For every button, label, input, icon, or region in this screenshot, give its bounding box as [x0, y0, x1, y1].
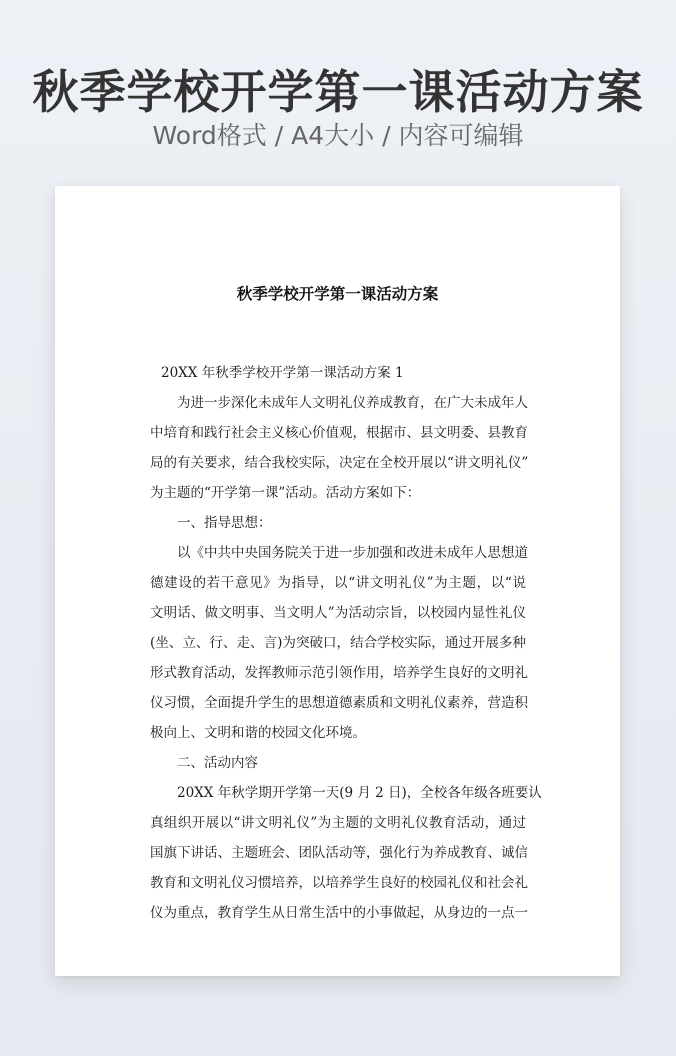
- document-page: [55, 186, 620, 976]
- document-body: [150, 358, 542, 928]
- paragraph-line: 20XX 年秋季学校开学第一课活动方案 1: [161, 365, 404, 381]
- paragraph-line: 中培育和践行社会主义核心价值观，根据市、县文明委、县教育: [150, 425, 528, 441]
- paragraph-line: 教育和文明礼仪习惯培养，以培养学生良好的校园礼仪和社会礼: [150, 875, 528, 891]
- banner-subtitle: Word格式 / A4大小 / 内容可编辑: [152, 121, 524, 150]
- section-heading: 一、指导思想：: [177, 515, 272, 531]
- document-title: 秋季学校开学第一课活动方案: [236, 285, 439, 303]
- banner-title: 秋季学校开学第一课活动方案: [32, 65, 644, 119]
- paragraph-line: 国旗下讲话、主题班会、团队活动等，强化行为养成教育、诚信: [150, 845, 528, 861]
- section-heading: 二、活动内容: [177, 755, 258, 771]
- paragraph-line: 形式教育活动，发挥教师示范引领作用，培养学生良好的文明礼: [150, 665, 528, 681]
- paragraph-line: 以《中共中央国务院关于进一步加强和改进未成年人思想道: [177, 545, 528, 561]
- paragraph-line: 真组织开展以“讲文明礼仪”为主题的文明礼仪教育活动，通过: [150, 815, 526, 831]
- paragraph-line: 文明话、做文明事、当文明人”为活动宗旨，以校园内显性礼仪: [150, 605, 526, 621]
- paragraph-line: (坐、立、行、走、言)为突破口，结合学校实际，通过开展多种: [150, 635, 526, 651]
- paragraph-line: 局的有关要求，结合我校实际，决定在全校开展以“讲文明礼仪”: [150, 455, 529, 471]
- paragraph-line: 德建设的若干意见》为指导，以“讲文明礼仪”为主题，以“说: [150, 575, 526, 591]
- paragraph-line: 仪为重点，教育学生从日常生活中的小事做起，从身边的一点一: [150, 905, 528, 921]
- paragraph-line: 极向上、文明和谐的校园文化环境。: [150, 725, 366, 741]
- paragraph-line: 为主题的“开学第一课”活动。活动方案如下：: [150, 485, 421, 501]
- paragraph-line: 20XX 年秋学期开学第一天(9 月 2 日)，全校各年级各班要认: [177, 785, 542, 801]
- paragraph-line: 仪习惯，全面提升学生的思想道德素质和文明礼仪素养，营造积: [150, 695, 528, 711]
- paragraph-line: 为进一步深化未成年人文明礼仪养成教育，在广大未成年人: [177, 395, 528, 411]
